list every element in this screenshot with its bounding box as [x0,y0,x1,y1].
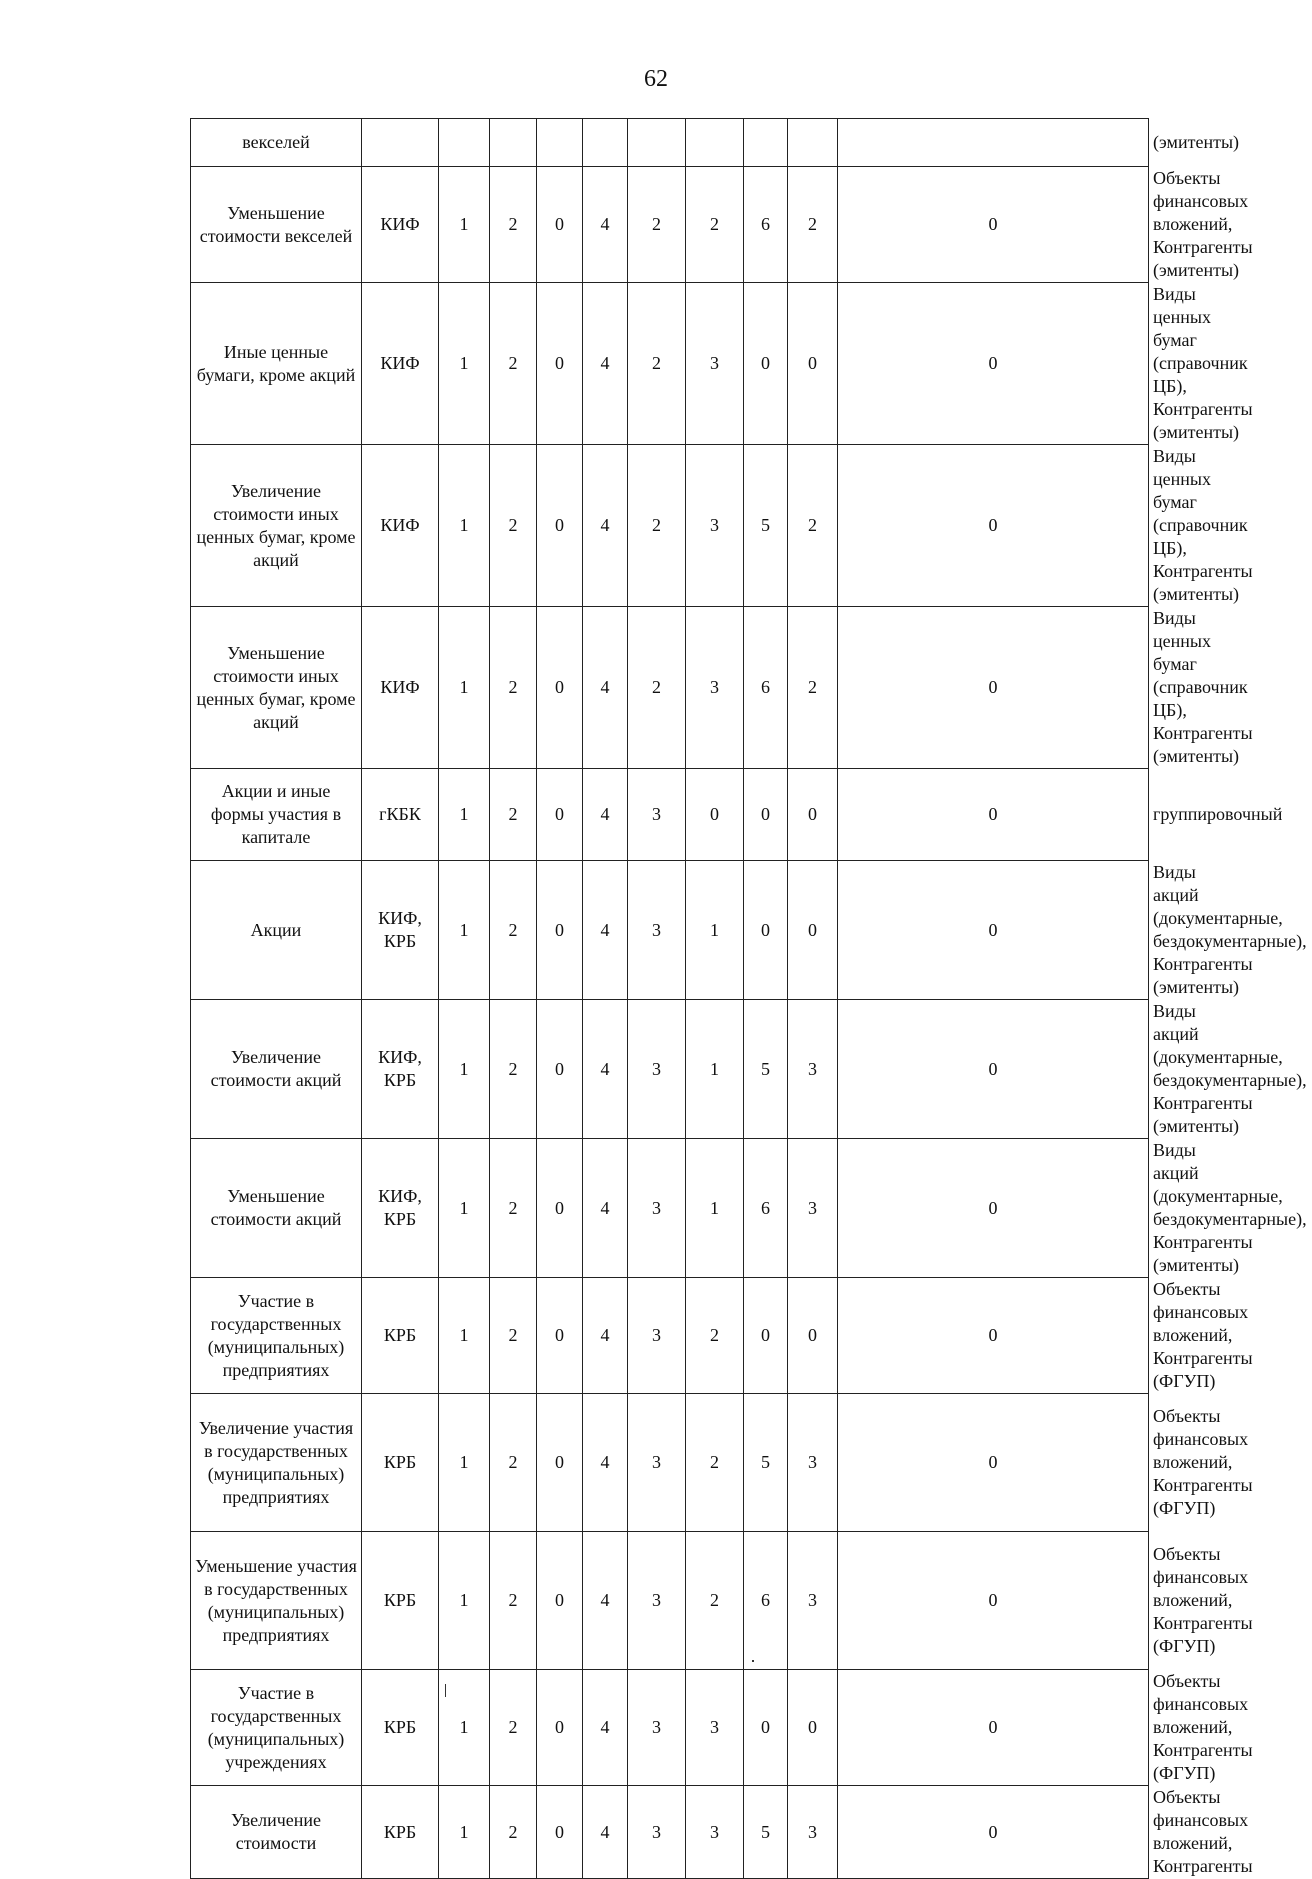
code-digit-cell: 2 [686,1532,744,1670]
account-codes-cell: КИФ [362,445,439,607]
code-digit-cell: 4 [583,283,628,445]
code-digit-cell: 0 [537,1670,583,1786]
code-digit-cell: 1 [439,167,490,283]
code-digit-cell [490,119,537,167]
account-name-cell: Участие в государственных (муниципальных) предприятиях [191,1278,362,1394]
code-digit-cell: 0 [744,1278,788,1394]
code-digit-cell: 3 [628,1670,686,1786]
code-digit-cell: 4 [583,167,628,283]
account-codes-cell: КИФ, КРБ [362,1139,439,1278]
code-digit-cell: 4 [583,1786,628,1879]
code-digit-cell [439,119,490,167]
code-digit-cell: 0 [537,607,583,769]
code-digit-cell: 0 [838,445,1149,607]
code-digit-cell: 3 [788,1000,838,1139]
code-digit-cell: 0 [788,861,838,1000]
code-digit-cell: 0 [788,1670,838,1786]
account-name-cell: векселей [191,119,362,167]
code-digit-cell: 4 [583,769,628,861]
code-digit-cell: 2 [628,445,686,607]
account-name-cell: Увеличение стоимости иных ценных бумаг, кроме акций [191,445,362,607]
scan-tick [445,1684,446,1697]
table-row: Увеличение стоимости акций КИФ, КРБ 1 2 0 4 3 1 5 3 0 Виды акций (документарные, бездокументарные), Контрагенты (эмитенты) [191,1000,1149,1139]
code-digit-cell: 2 [490,445,537,607]
code-digit-cell: 3 [628,1786,686,1879]
code-digit-cell: 0 [744,283,788,445]
code-digit-cell: 0 [537,1000,583,1139]
code-digit-cell: 0 [838,861,1149,1000]
code-digit-cell: 3 [788,1532,838,1670]
code-digit-cell: 0 [537,167,583,283]
code-digit-cell: 0 [686,769,744,861]
code-digit-cell: 3 [628,769,686,861]
code-digit-cell: 0 [838,1532,1149,1670]
code-digit-cell: 2 [490,861,537,1000]
table-row: Иные ценные бумаги, кроме акций КИФ 1 2 0 4 2 3 0 0 0 Виды ценных бумаг (справочник ЦБ), Контрагенты (эмитенты) [191,283,1149,445]
code-digit-cell: 1 [439,1000,490,1139]
page-number: 62 [644,66,668,92]
code-digit-cell: 3 [628,1278,686,1394]
code-digit-cell: 0 [744,1670,788,1786]
account-codes-cell: КИФ, КРБ [362,861,439,1000]
code-digit-cell: 1 [439,1278,490,1394]
code-digit-cell: 2 [490,1278,537,1394]
code-digit-cell: 4 [583,1532,628,1670]
code-digit-cell: 0 [537,283,583,445]
code-digit-cell: 6 [744,1532,788,1670]
code-digit-cell: 0 [838,1139,1149,1278]
account-name-cell: Акции и иные формы участия в капитале [191,769,362,861]
code-digit-cell: 0 [537,1139,583,1278]
code-digit-cell: 3 [628,1000,686,1139]
code-digit-cell: 2 [628,283,686,445]
code-digit-cell: 6 [744,1139,788,1278]
code-digit-cell: 2 [686,167,744,283]
code-digit-cell [537,119,583,167]
account-codes-cell [362,119,439,167]
code-digit-cell: 3 [788,1139,838,1278]
code-digit-cell: 4 [583,607,628,769]
code-digit-cell: 0 [838,769,1149,861]
table-row: Увеличение стоимости иных ценных бумаг, кроме акций КИФ 1 2 0 4 2 3 5 2 0 Виды ценных бумаг (справочник ЦБ), Контрагенты (эмитенты) [191,445,1149,607]
account-codes-cell: КИФ [362,607,439,769]
code-digit-cell: 0 [537,769,583,861]
code-digit-cell: 3 [686,445,744,607]
code-digit-cell: 4 [583,1278,628,1394]
code-digit-cell: 0 [537,1786,583,1879]
table-row: Участие в государственных (муниципальных) учреждениях КРБ 1 2 0 4 3 3 0 0 0 Объекты финансовых вложений, Контрагенты (ФГУП) [191,1670,1149,1786]
code-digit-cell: 1 [439,769,490,861]
code-digit-cell: 1 [439,1670,490,1786]
code-digit-cell: 3 [628,1532,686,1670]
account-name-cell: Уменьшение стоимости векселей [191,167,362,283]
code-digit-cell: 0 [744,861,788,1000]
code-digit-cell: 2 [490,1139,537,1278]
table-row: векселей (эмитенты) [191,119,1149,167]
table-row: Увеличение участия в государственных (муниципальных) предприятиях КРБ 1 2 0 4 3 2 5 3 0 Объекты финансовых вложений, Контрагенты (ФГУП) [191,1394,1149,1532]
account-name-cell: Увеличение стоимости акций [191,1000,362,1139]
code-digit-cell: 1 [439,445,490,607]
code-digit-cell: 5 [744,1786,788,1879]
account-codes-cell: гКБК [362,769,439,861]
code-digit-cell: 3 [788,1394,838,1532]
code-digit-cell: 6 [744,167,788,283]
code-digit-cell: 0 [838,1786,1149,1879]
code-digit-cell: 0 [838,607,1149,769]
account-codes-cell: КИФ [362,283,439,445]
code-digit-cell: 5 [744,1000,788,1139]
code-digit-cell: 2 [788,445,838,607]
code-digit-cell: 2 [628,167,686,283]
code-digit-cell: 3 [686,283,744,445]
code-digit-cell: 0 [537,1532,583,1670]
code-digit-cell: 0 [838,1670,1149,1786]
code-digit-cell: 3 [628,1139,686,1278]
account-codes-cell: КРБ [362,1278,439,1394]
code-digit-cell: 2 [686,1278,744,1394]
code-digit-cell: 4 [583,1139,628,1278]
account-codes-cell: КРБ [362,1394,439,1532]
code-digit-cell: 0 [537,1278,583,1394]
table-row: Акции и иные формы участия в капитале гКБК 1 2 0 4 3 0 0 0 0 группировочный [191,769,1149,861]
account-codes-cell: КРБ [362,1670,439,1786]
code-digit-cell: 3 [788,1786,838,1879]
code-digit-cell [583,119,628,167]
code-digit-cell: 0 [537,445,583,607]
table-row: Уменьшение стоимости иных ценных бумаг, кроме акций КИФ 1 2 0 4 2 3 6 2 0 Виды ценных бумаг (справочник ЦБ), Контрагенты (эмитенты) [191,607,1149,769]
code-digit-cell: 4 [583,1394,628,1532]
code-digit-cell: 1 [686,1139,744,1278]
code-digit-cell: 0 [838,1000,1149,1139]
code-digit-cell [788,119,838,167]
code-digit-cell: 4 [583,1000,628,1139]
code-digit-cell: 0 [788,769,838,861]
code-digit-cell: 2 [490,1394,537,1532]
code-digit-cell: 2 [490,1532,537,1670]
table-row: Уменьшение стоимости векселей КИФ 1 2 0 4 2 2 6 2 0 Объекты финансовых вложений, Контрагенты (эмитенты) [191,167,1149,283]
code-digit-cell: 3 [628,1394,686,1532]
code-digit-cell: 0 [537,1394,583,1532]
code-digit-cell: 2 [490,283,537,445]
table-row: Участие в государственных (муниципальных) предприятиях КРБ 1 2 0 4 3 2 0 0 0 Объекты финансовых вложений, Контрагенты (ФГУП) [191,1278,1149,1394]
code-digit-cell: 2 [788,607,838,769]
code-digit-cell: 2 [686,1394,744,1532]
code-digit-cell: 3 [686,1670,744,1786]
code-digit-cell: 5 [744,445,788,607]
code-digit-cell: 2 [490,1670,537,1786]
code-digit-cell: 4 [583,861,628,1000]
account-name-cell: Увеличение стоимости [191,1786,362,1879]
code-digit-cell: 1 [439,1786,490,1879]
code-digit-cell: 2 [490,167,537,283]
code-digit-cell: 1 [439,283,490,445]
code-digit-cell: 2 [788,167,838,283]
code-digit-cell: 1 [686,1000,744,1139]
account-codes-cell: КРБ [362,1786,439,1879]
account-name-cell: Уменьшение стоимости акций [191,1139,362,1278]
account-name-cell: Акции [191,861,362,1000]
code-digit-cell: 4 [583,1670,628,1786]
code-digit-cell: 2 [490,1786,537,1879]
code-digit-cell [686,119,744,167]
code-digit-cell [628,119,686,167]
table-row: Акции КИФ, КРБ 1 2 0 4 3 1 0 0 0 Виды акций (документарные, бездокументарные), Контрагенты (эмитенты) [191,861,1149,1000]
code-digit-cell: 0 [838,283,1149,445]
account-name-cell: Уменьшение участия в государственных (муниципальных) предприятиях [191,1532,362,1670]
code-digit-cell: 1 [439,1532,490,1670]
code-digit-cell: 0 [744,769,788,861]
code-digit-cell: 3 [686,607,744,769]
code-digit-cell: 0 [537,861,583,1000]
code-digit-cell: 0 [788,1278,838,1394]
code-digit-cell: 0 [838,1394,1149,1532]
code-digit-cell: 0 [838,1278,1149,1394]
table-row: Уменьшение стоимости акций КИФ, КРБ 1 2 0 4 3 1 6 3 0 Виды акций (документарные, бездокументарные), Контрагенты (эмитенты) [191,1139,1149,1278]
account-name-cell: Участие в государственных (муниципальных) учреждениях [191,1670,362,1786]
code-digit-cell: 2 [490,769,537,861]
accounts-table [190,118,1307,1879]
scan-speck [752,1660,754,1662]
code-digit-cell: 1 [439,1139,490,1278]
code-digit-cell: 4 [583,445,628,607]
account-name-cell: Увеличение участия в государственных (муниципальных) предприятиях [191,1394,362,1532]
code-digit-cell: 0 [788,283,838,445]
code-digit-cell: 1 [686,861,744,1000]
account-name-cell: Иные ценные бумаги, кроме акций [191,283,362,445]
table-row: Уменьшение участия в государственных (муниципальных) предприятиях КРБ 1 2 0 4 3 2 6 3 0 Объекты финансовых вложений, Контрагенты (ФГУП) [191,1532,1149,1670]
table-row: Увеличение стоимости КРБ 1 2 0 4 3 3 5 3 0 Объекты финансовых вложений, Контрагенты [191,1786,1149,1879]
code-digit-cell [744,119,788,167]
code-digit-cell: 2 [628,607,686,769]
account-name-cell: Уменьшение стоимости иных ценных бумаг, кроме акций [191,607,362,769]
code-digit-cell: 1 [439,607,490,769]
code-digit-cell: 2 [490,1000,537,1139]
code-digit-cell: 3 [628,861,686,1000]
code-digit-cell: 1 [439,1394,490,1532]
table-body [191,119,1307,1879]
code-digit-cell: 2 [490,607,537,769]
code-digit-cell: 6 [744,607,788,769]
code-digit-cell [838,119,1149,167]
code-digit-cell: 5 [744,1394,788,1532]
code-digit-cell: 3 [686,1786,744,1879]
account-codes-cell: КРБ [362,1532,439,1670]
account-codes-cell: КИФ, КРБ [362,1000,439,1139]
account-codes-cell: КИФ [362,167,439,283]
code-digit-cell: 1 [439,861,490,1000]
code-digit-cell: 0 [838,167,1149,283]
